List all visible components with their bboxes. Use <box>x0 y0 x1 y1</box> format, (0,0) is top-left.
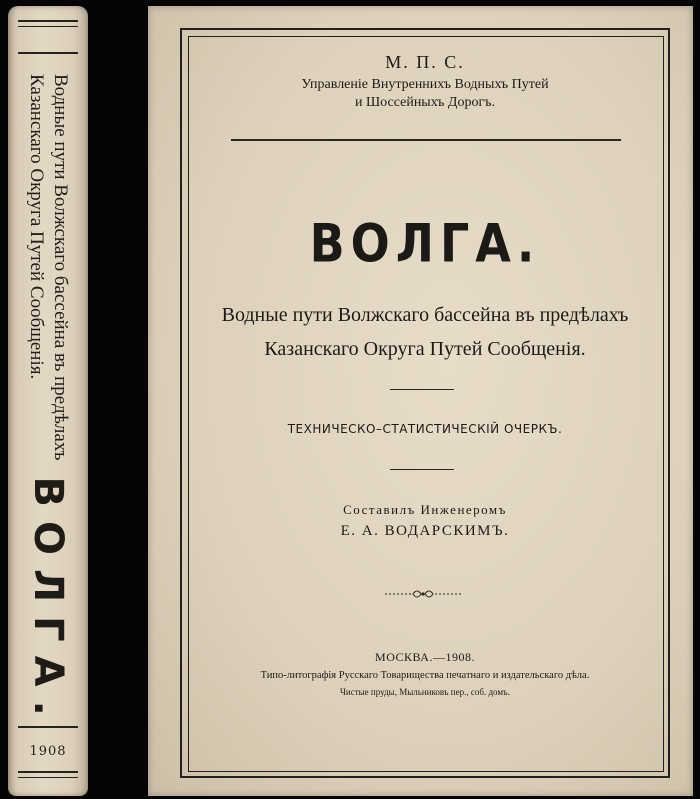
book-spine <box>8 6 88 796</box>
divider-short-2 <box>390 469 454 470</box>
department-name <box>188 76 662 112</box>
spine-rule-top <box>18 20 78 22</box>
spine-rule-bottom <box>18 771 78 773</box>
spine-title: ВОЛГА. <box>25 476 71 730</box>
spine-year: 1908 <box>29 744 67 759</box>
spine-subtitle <box>24 74 72 460</box>
header-divider <box>231 139 621 141</box>
subtitle-line1: Водные пути Волжскаго бассейна въ предѣлахъ <box>221 304 629 326</box>
department-line1: Управленіе Внутреннихъ Водныхъ Путей <box>301 77 549 92</box>
publication-city-year: МОСКВА.—1908. <box>375 650 475 664</box>
department-line2: и Шоссейныхъ Дорогъ. <box>355 95 495 110</box>
printer-address: Чистые пруды, Мыльниковъ пер., соб. домъ. <box>340 687 510 697</box>
book-cover <box>148 6 693 796</box>
spine-rule-upper <box>18 52 78 54</box>
spine-rule-lower <box>18 726 78 728</box>
essay-type: ТЕХНИЧЕСКО–СТАТИСТИЧЕСКІЙ ОЧЕРКЪ. <box>287 422 563 436</box>
subtitle-line2: Казанскаго Округа Путей Сообщенія. <box>264 338 586 360</box>
spine-subtitle-line1: Водные пути Волжскаго бассейна въ предѣлахъ <box>50 74 71 461</box>
printer-name: Типо-литографія Русскаго Товарищества печатнаго и издательскаго дѣла. <box>260 670 590 681</box>
author-name: Е. А. ВОДАРСКИМЪ. <box>340 523 510 539</box>
spine-subtitle-line2: Казанскаго Округа Путей Сообщенія. <box>26 74 47 380</box>
ornament-icon <box>383 587 463 601</box>
book-subtitle <box>188 298 662 366</box>
spine-rule-top-thin <box>18 26 78 27</box>
spine-rule-bottom-thin <box>18 777 78 778</box>
compiled-by: Составилъ Инженеромъ <box>343 502 507 517</box>
org-abbreviation: М. П. С. <box>385 52 465 72</box>
spine-text-block <box>24 74 72 730</box>
divider-short-1 <box>390 389 454 390</box>
book-title: ВОЛГА. <box>309 211 541 275</box>
